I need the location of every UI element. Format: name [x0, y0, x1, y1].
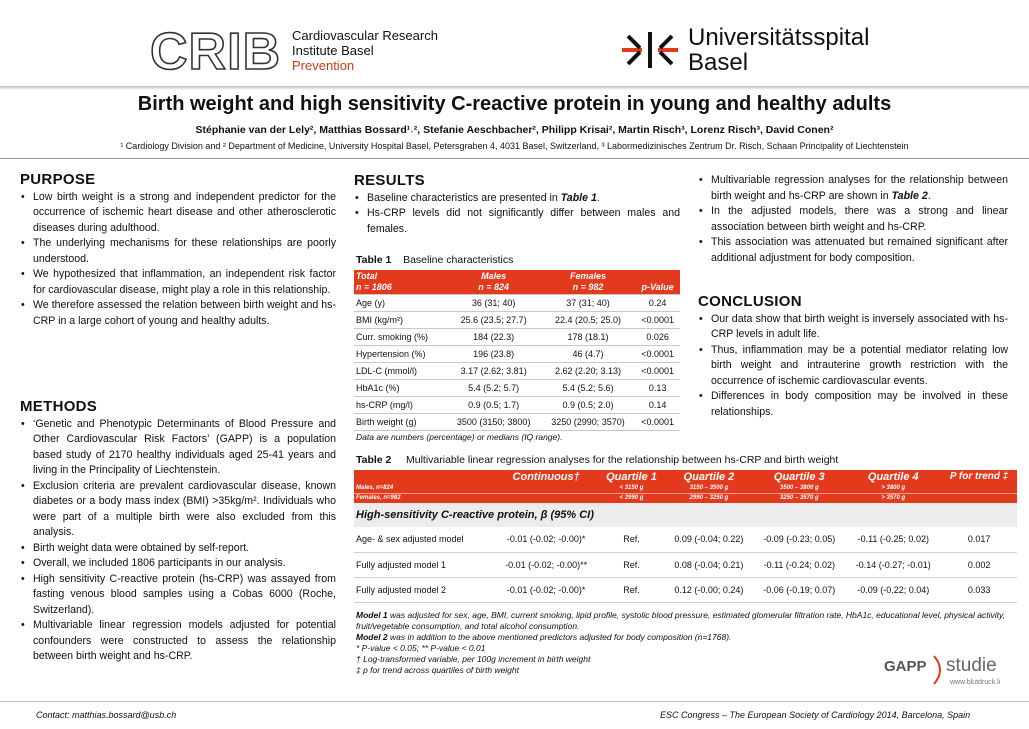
list-item: • Differences in body composition may be involved in these relationships. — [698, 389, 1008, 420]
table-row: Fully adjusted model 2 -0.01 (-0.02; -0.00)* Ref. 0.12 (-0.00; 0.24) -0.06 (-0.19; 0.07) -0.09 (-0.22; 0.04) 0.033 — [354, 577, 1017, 602]
footer-divider — [0, 701, 1029, 702]
note-pvalue: * P-value < 0.05; ** P-value < 0.01 — [356, 643, 486, 653]
crib-name-line3: Prevention — [292, 58, 355, 73]
purpose-list — [20, 190, 336, 330]
list-item: • Multivariable regression analyses for the relationship between birth weight and hs-CRP are shown in Table 2. — [698, 173, 1008, 204]
table-row: Curr. smoking (%) 184 (22.3) 178 (18.1) 0.026 — [354, 329, 680, 346]
table-row: Age (y) 36 (31; 40) 37 (31; 40) 0.24 — [354, 295, 680, 312]
crib-institute-name — [292, 28, 438, 73]
crib-name-line1: Cardiovascular Research — [292, 28, 438, 43]
poster-header — [0, 0, 1029, 86]
list-item: • Low birth weight is a strong and independent predictor for the occurrence of ischemic heart disease and other atherosclerotic diseases during adulthood. — [20, 190, 336, 237]
results-heading: RESULTS — [354, 172, 425, 189]
table1-label: Table 1 — [356, 254, 392, 266]
table1-caption — [356, 254, 513, 266]
list-item: • We therefore assessed the relation between birth weight and hs-CRP in a large cohort of young and healthy adults. — [20, 298, 336, 329]
list-item: • ‘Genetic and Phenotypic Determinants of Blood Pressure and Other Cardiovascular Risk Factors’ (GAPP) is a population based study of 2170 healthy individuals aged 25-41 years and living in the Principality of Liechtenstein. — [20, 417, 336, 479]
table2-head-p: P for trend ‡ — [941, 470, 1017, 484]
table1-note: Data are numbers (percentage) or medians (IQ range). — [356, 432, 563, 442]
methods-list — [20, 417, 336, 665]
footer-contact: Contact: matthias.bossard@usb.ch — [36, 710, 177, 720]
usb-name-line1: Universitätsspital — [688, 24, 870, 51]
gapp-logo-sub: www.blutdruck.li — [950, 679, 1001, 686]
conclusion-heading: CONCLUSION — [698, 293, 802, 310]
list-item: • This association was attenuated but remained significant after additional adjustment for body composition. — [698, 235, 1008, 266]
usb-name-line2: Basel — [688, 49, 749, 76]
list-item: • High sensitivity C-reactive protein (hs-CRP) was assayed from fasting venous blood samples using a Cobas 6000 (Roche, Switzerland). — [20, 572, 336, 619]
results-list-continued — [698, 173, 1008, 266]
table-row: hs-CRP (mg/l) 0.9 (0.5; 1.7) 0.9 (0.5; 2.0) 0.14 — [354, 397, 680, 414]
table-row: LDL-C (mmol/l) 3.17 (2.62; 3.81) 2.62 (2.20; 3.13) <0.0001 — [354, 363, 680, 380]
table1-head-total: Total n = 1806 — [354, 270, 446, 295]
table1-head-males: Males n = 824 — [446, 270, 540, 295]
table-row: HbA1c (%) 5.4 (5.2; 5.7) 5.4 (5.2; 5.6) 0.13 — [354, 380, 680, 397]
table2-males-n: Males, n=824 — [354, 484, 494, 494]
conclusion-list — [698, 312, 1008, 421]
note-model1: Model 1 was adjusted for sex, age, BMI, current smoking, lipid profile, systolic blood pressure, estimated glomerular filtration rate, HbA1c, educational level, physical activity, fruit/vegetable consumption, and total alcohol consumption. — [356, 610, 1005, 631]
table2-head-q1: Quartile 1 — [598, 470, 664, 484]
results-list — [354, 191, 680, 238]
list-item: • Overall, we included 1806 participants in our analysis. — [20, 556, 336, 572]
table-row: Hypertension (%) 196 (23.8) 46 (4.7) <0.0001 — [354, 346, 680, 363]
affiliations: ¹ Cardiology Division and ² Department of Medicine, University Hospital Basel, Petersgraben 4, 4031 Basel, Switzerland, ³ Labormedizinisches Zentrum Dr. Risch, Schaan Principality of Liechtenstein — [120, 141, 909, 151]
table-row: Fully adjusted model 1 -0.01 (-0.02; -0.00)** Ref. 0.08 (-0.04; 0.21) -0.11 (-0.24; 0.02) -0.14 (-0.27; -0.01) 0.002 — [354, 552, 1017, 577]
table2-subheading: High-sensitivity C-reactive protein, β (95% CI) — [354, 503, 1017, 527]
list-item: • Exclusion criteria are prevalent cardiovascular disease, known diabetes or a body mass index (BMI) >35kg/m². Individuals who were part of a multiple birth were also excluded from this analysis. — [20, 479, 336, 541]
table2-head-continuous: Continuous† — [494, 470, 598, 484]
list-item: • In the adjusted models, there was a strong and linear association between birth weight and hs-CRP. — [698, 204, 1008, 235]
list-item: • Our data show that birth weight is inversely associated with hs-CRP levels in adult life. — [698, 312, 1008, 343]
table1-head-p: p-Value — [635, 270, 680, 295]
results-section — [354, 173, 680, 237]
poster-title: Birth weight and high sensitivity C-reactive protein in young and healthy adults — [137, 93, 892, 115]
footer-congress: ESC Congress – The European Society of Cardiology 2014, Barcelona, Spain — [660, 710, 971, 720]
results-continued — [698, 173, 1008, 266]
usb-name — [688, 25, 869, 75]
table1-baseline — [354, 270, 680, 431]
methods-section — [20, 399, 336, 665]
list-item: • Multivariable linear regression models adjusted for potential confounders were constructed to assess the relationship between birth weight and hs-CRP. — [20, 618, 336, 665]
crib-logo: CRIB — [150, 23, 282, 81]
list-item: • The underlying mechanisms for these relationships are poorly understood. — [20, 236, 336, 267]
note-ddagger: ‡ p for trend across quartiles of birth weight — [356, 665, 519, 675]
purpose-section — [20, 172, 336, 329]
gapp-studie-logo — [884, 652, 1016, 692]
table2-regression: Continuous† Quartile 1 Quartile 2 Quartile 3 Quartile 4 P for trend ‡ Males, n=824 < 3150 g 3150 – 3500 g 3500 – 3800 g > 3800 g Females, n=982 < 2990 g 2990 – 3250 g 3250 – 3570 g > 3570 g High-sensitivity C-reactive protein, β (95% CI) Age- & sex adjusted model -0.01 (-0.02; -0.00)* Ref. 0.09 (-0.04; 0.22) -0.09 (-0.23; 0.05) -0.11 (-0.25; 0.02) 0.017 Fully adjusted model 1 -0.01 (-0.02; -0.00)** Ref. 0.08 (-0.04; 0.21) -0.11 (-0.24; 0.02) -0.14 (-0.27; -0.01) 0.002 Fully adjusted model 2 -0.01 (-0.02; -0.00)* Ref. 0.12 (-0.00; 0.24) -0.06 (-0.19; 0.07) -0.09 (-0.22; 0.04) 0.033 — [354, 470, 1017, 603]
table1-head-females: Females n = 982 — [541, 270, 635, 295]
gapp-logo-right: studie — [946, 655, 997, 676]
table-row: Birth weight (g) 3500 (3150; 3800) 3250 (2990; 3570) <0.0001 — [354, 414, 680, 431]
gapp-logo-left: GAPP — [884, 658, 927, 675]
table2-caption — [356, 454, 838, 466]
crib-name-line2: Institute Basel — [292, 43, 374, 58]
table1-title: Baseline characteristics — [403, 254, 514, 266]
table2-head-q3: Quartile 3 — [753, 470, 845, 484]
table-row: BMI (kg/m²) 25.6 (23.5; 27.7) 22.4 (20.5; 25.0) <0.0001 — [354, 312, 680, 329]
methods-heading: METHODS — [20, 398, 98, 415]
header-divider — [0, 86, 1029, 90]
list-item: • We hypothesized that inflammation, an independent risk factor for cardiovascular disease, might play a role in this relationship. — [20, 267, 336, 298]
usb-logo-icon — [622, 30, 678, 70]
note-dagger: † Log-transformed variable, per 100g increment in birth weight — [356, 654, 591, 664]
purpose-heading: PURPOSE — [20, 171, 96, 188]
gapp-swirl-icon — [932, 654, 946, 686]
table2-subheading-row — [354, 503, 1017, 527]
note-model2: Model 2 was in addition to the above mentioned predictors adjusted for body composition (n=1768). — [356, 632, 732, 642]
authors: Stéphanie van der Lely², Matthias Bossard¹˒², Stefanie Aeschbacher², Philipp Krisai², Martin Risch³, Lorenz Risch³, David Conen² — [195, 124, 834, 136]
table2-title: Multivariable linear regression analyses for the relationship between hs-CRP and birth weight — [406, 454, 839, 466]
list-item: • Thus, inflammation may be a potential mediator relating low birth weight and intrauterine growth restriction with the occurrence of ischemic cardiovascular events. — [698, 343, 1008, 390]
table-row: Age- & sex adjusted model -0.01 (-0.02; -0.00)* Ref. 0.09 (-0.04; 0.22) -0.09 (-0.23; 0.05) -0.11 (-0.25; 0.02) 0.017 — [356, 534, 991, 545]
table2-head-q2: Quartile 2 — [665, 470, 754, 484]
list-item: • Birth weight data were obtained by self-report. — [20, 541, 336, 557]
conclusion-section — [698, 294, 1008, 420]
list-item: • Hs-CRP levels did not significantly differ between males and females. — [354, 206, 680, 237]
table2-head-q4: Quartile 4 — [845, 470, 941, 484]
title-divider — [0, 158, 1029, 159]
table2-females-n: Females, n=982 — [354, 494, 494, 504]
table2-label: Table 2 — [356, 454, 392, 466]
list-item: • Baseline characteristics are presented in Table 1. — [354, 191, 680, 207]
